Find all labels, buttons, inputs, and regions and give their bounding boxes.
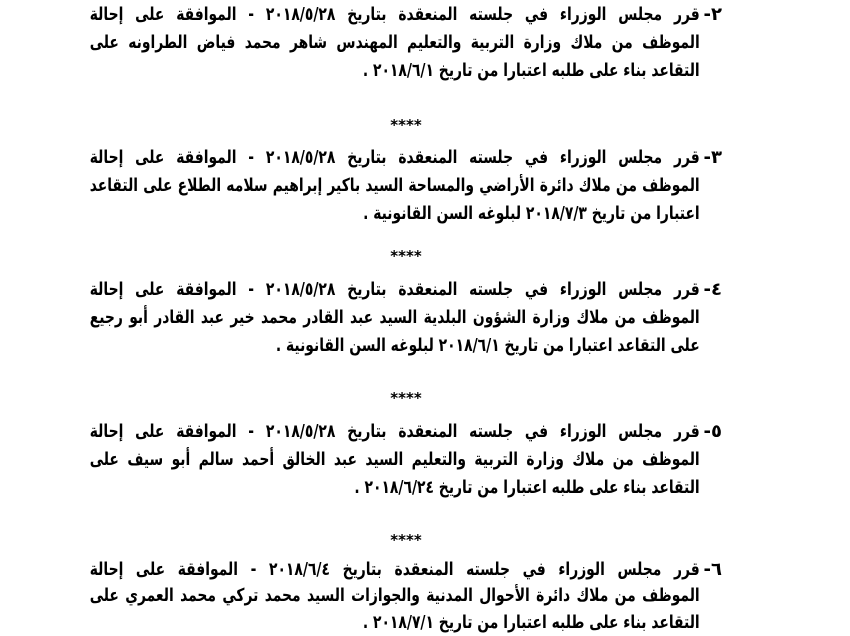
item-number: ٢- [703, 4, 722, 25]
decision-text-line: التقاعد بناء على طلبه اعتبارا من تاريخ ٢٠١٨/٦/١ . [363, 60, 700, 81]
decision-line [90, 144, 722, 172]
decision-item [90, 1, 722, 85]
decision-text-line: قرر مجلس الوزراء في جلسته المنعقدة بتاريخ ٢٠١٨/٥/٢٨ - الموافقة على إحالة [90, 421, 701, 442]
decision-line [90, 200, 722, 228]
decision-item [90, 144, 722, 228]
decision-line [90, 172, 722, 200]
item-number: ٦- [703, 559, 722, 580]
decision-line [90, 57, 722, 85]
separator: **** [390, 389, 422, 407]
decision-text-line: الموظف من ملاك دائرة الأحوال المدنية والجوازات السيد محمد تركي محمد العمري على [90, 585, 700, 607]
decision-line [90, 474, 722, 502]
separator: **** [390, 247, 422, 265]
decision-item [90, 418, 722, 502]
decision-line [90, 276, 722, 304]
decision-text-line: على التقاعد اعتبارا من تاريخ ٢٠١٨/٦/١ لبلوغه السن القانونية . [276, 335, 700, 356]
decision-text-line: الموظف من ملاك دائرة الأراضي والمساحة السيد باكير إبراهيم سلامه الطلاع على التقاعد [90, 175, 700, 196]
decision-line [90, 610, 722, 636]
decision-text-line: التقاعد بناء على طلبه اعتبارا من تاريخ ٢٠١٨/٧/١ . [363, 611, 700, 633]
separator: **** [390, 116, 422, 134]
decision-line [90, 332, 722, 360]
decision-line [90, 1, 722, 29]
decision-text-line: قرر مجلس الوزراء في جلسته المنعقدة بتاريخ ٢٠١٨/٦/٤ - الموافقة على إحالة [90, 559, 700, 580]
decision-line [90, 557, 722, 583]
decision-line [90, 446, 722, 474]
decision-text-line: الموظف من ملاك وزارة التربية والتعليم المهندس شاهر محمد فياض الطراونه على [90, 32, 700, 53]
item-number: ٥- [703, 421, 722, 442]
item-number: ٣- [703, 147, 722, 168]
decision-text-line: قرر مجلس الوزراء في جلسته المنعقدة بتاريخ ٢٠١٨/٥/٢٨ - الموافقة على إحالة [90, 279, 701, 300]
decision-item [90, 557, 722, 636]
decision-text-line: اعتبارا من تاريخ ٢٠١٨/٧/٣ لبلوغه السن القانونية . [363, 203, 700, 224]
decision-text-line: قرر مجلس الوزراء في جلسته المنعقدة بتاريخ ٢٠١٨/٥/٢٨ - الموافقة على إحالة [90, 147, 701, 168]
decision-line [90, 583, 722, 609]
item-number: ٤- [703, 279, 722, 300]
decision-text-line: الموظف من ملاك وزارة التربية والتعليم السيد عبد الخالق أحمد سالم أبو سيف على [90, 449, 700, 470]
separator: **** [390, 531, 422, 549]
decision-line [90, 29, 722, 57]
decision-item [90, 276, 722, 360]
decision-text-line: التقاعد بناء على طلبه اعتبارا من تاريخ ٢٠١٨/٦/٢٤ . [354, 477, 700, 498]
decision-text-line: الموظف من ملاك وزارة الشؤون البلدية السيد عبد القادر محمد خير عبد القادر أبو رجيع [90, 307, 700, 328]
decision-line [90, 304, 722, 332]
decision-text-line: قرر مجلس الوزراء في جلسته المنعقدة بتاريخ ٢٠١٨/٥/٢٨ - الموافقة على إحالة [90, 4, 701, 25]
decision-line [90, 418, 722, 446]
